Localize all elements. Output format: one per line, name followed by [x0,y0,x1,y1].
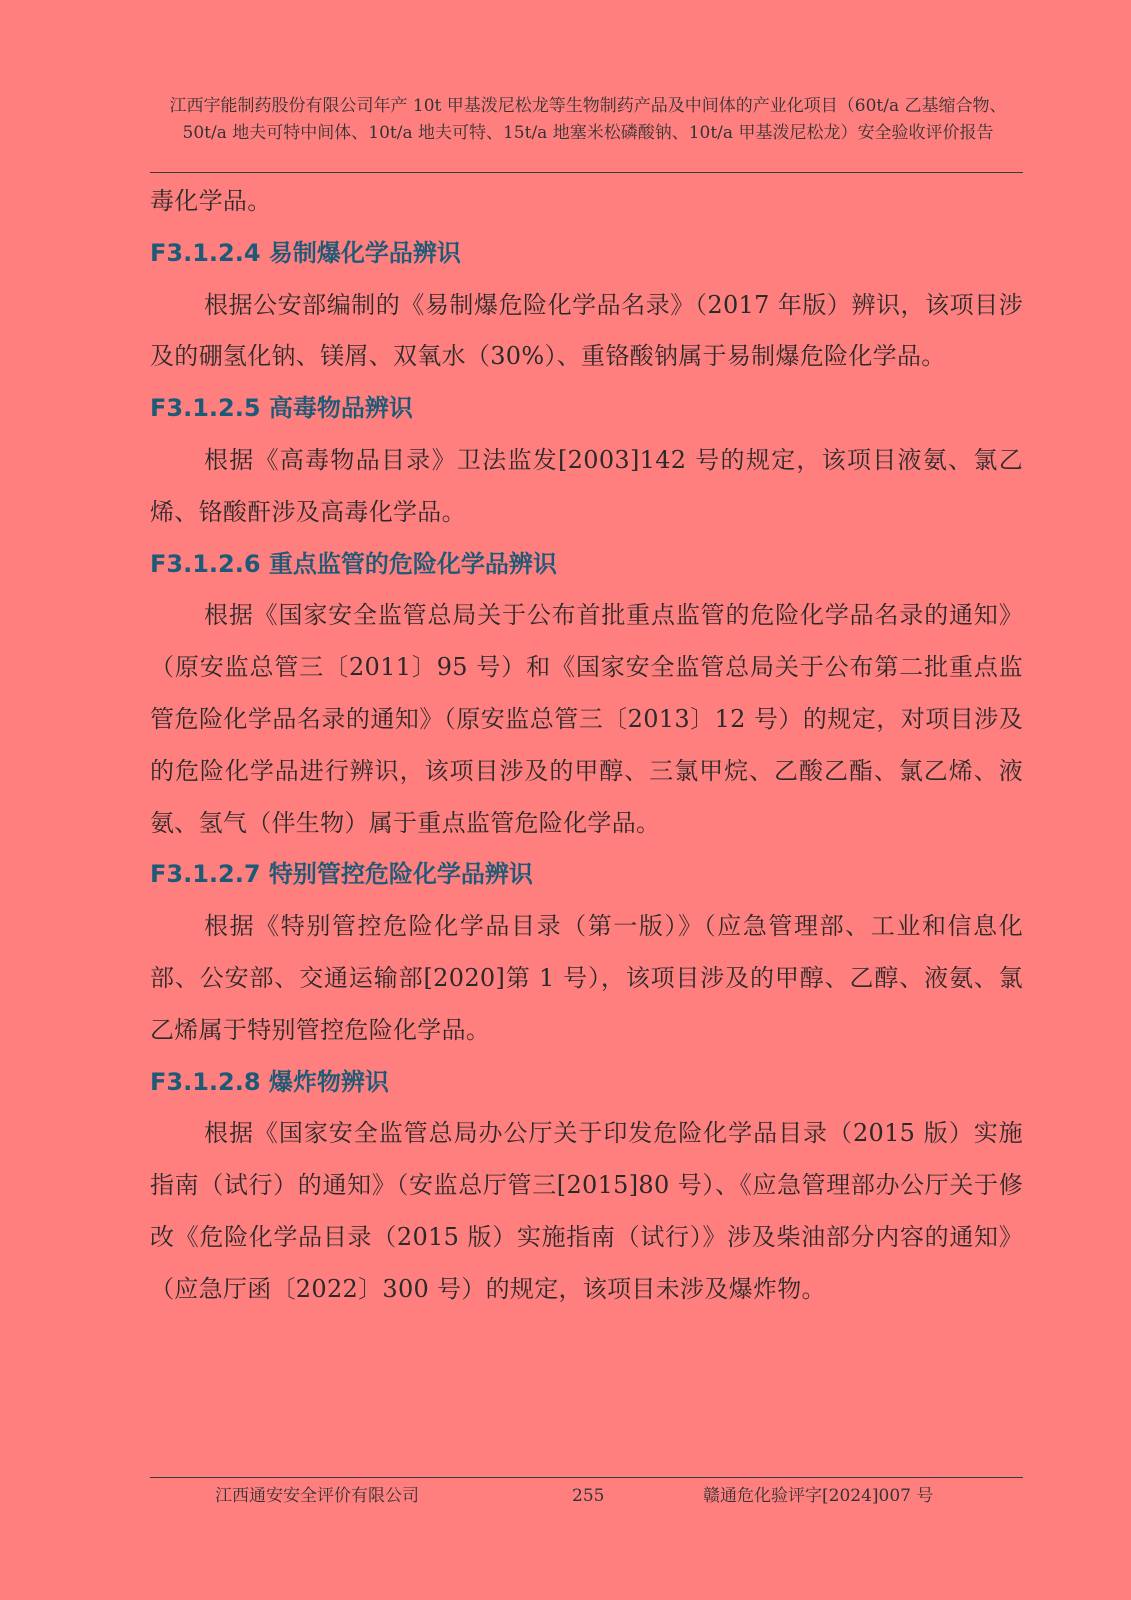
section-body-f3-1-2-7: 根据《特别管控危险化学品目录（第一版）》（应急管理部、工业和信息化部、公安部、交通运输部[2020]第 1 号），该项目涉及的甲醇、乙醇、液氨、氯乙烯属于特别管控危险化学品。 [150,912,1023,1044]
section-body-f3-1-2-5: 根据《高毒物品目录》卫法监发[2003]142 号的规定，该项目液氨、氯乙烯、铬酸酐涉及高毒化学品。 [150,445,1023,526]
section-body-f3-1-2-6: 根据《国家安全监管总局关于公布首批重点监管的危险化学品名录的通知》（原安监总管三〔2011〕95 号）和《国家安全监管总局关于公布第二批重点监管危险化学品名录的通知》（原安监总管三〔2013〕12 号）的规定，对项目涉及的危险化学品进行辨识，该项目涉及的甲醇、三氯甲烷、乙酸乙酯、氯乙烯、液氨、氢气（伴生物）属于重点监管危险化学品。 [150,601,1023,837]
section-heading-f3-1-2-8: F3.1.2.8 爆炸物辨识 [150,1067,389,1096]
footer-company: 江西通安安全评价有限公司 [215,1486,419,1506]
section-heading-f3-1-2-7: F3.1.2.7 特别管控危险化学品辨识 [150,860,533,889]
document-number: 赣通危化验评字[2024]007 号 [703,1486,934,1506]
document-body [150,176,1023,1316]
section-heading-f3-1-2-4: F3.1.2.4 易制爆化学品辨识 [150,238,461,267]
section-heading-f3-1-2-6: F3.1.2.6 重点监管的危险化学品辨识 [150,549,557,578]
footer-divider [150,1477,1023,1478]
page-header: 江西宇能制药股份有限公司年产 10t 甲基泼尼松龙等生物制药产品及中间体的产业化项目（60t/a 乙基缩合物、50t/a 地夫可特中间体、10t/a 地夫可特、15t/a 地塞米松磷酸钠、10t/a 甲基泼尼松龙）安全验收评价报告 [169,96,1007,143]
header-divider [150,172,1023,173]
section-body-f3-1-2-8: 根据《国家安全监管总局办公厅关于印发危险化学品目录（2015 版）实施指南（试行）的通知》（安监总厅管三[2015]80 号）、《应急管理部办公厅关于修改《危险化学品目录（2015 版）实施指南（试行）》涉及柴油部分内容的通知》（应急厅函〔2022〕300 号）的规定，该项目未涉及爆炸物。 [150,1119,1023,1303]
continued-paragraph: 毒化学品。 [150,187,272,215]
page-number: 255 [572,1486,605,1506]
section-body-f3-1-2-4: 根据公安部编制的《易制爆危险化学品名录》（2017 年版）辨识，该项目涉及的硼氢化钠、镁屑、双氧水（30%）、重铬酸钠属于易制爆危险化学品。 [150,290,1023,371]
section-heading-f3-1-2-5: F3.1.2.5 高毒物品辨识 [150,394,413,423]
